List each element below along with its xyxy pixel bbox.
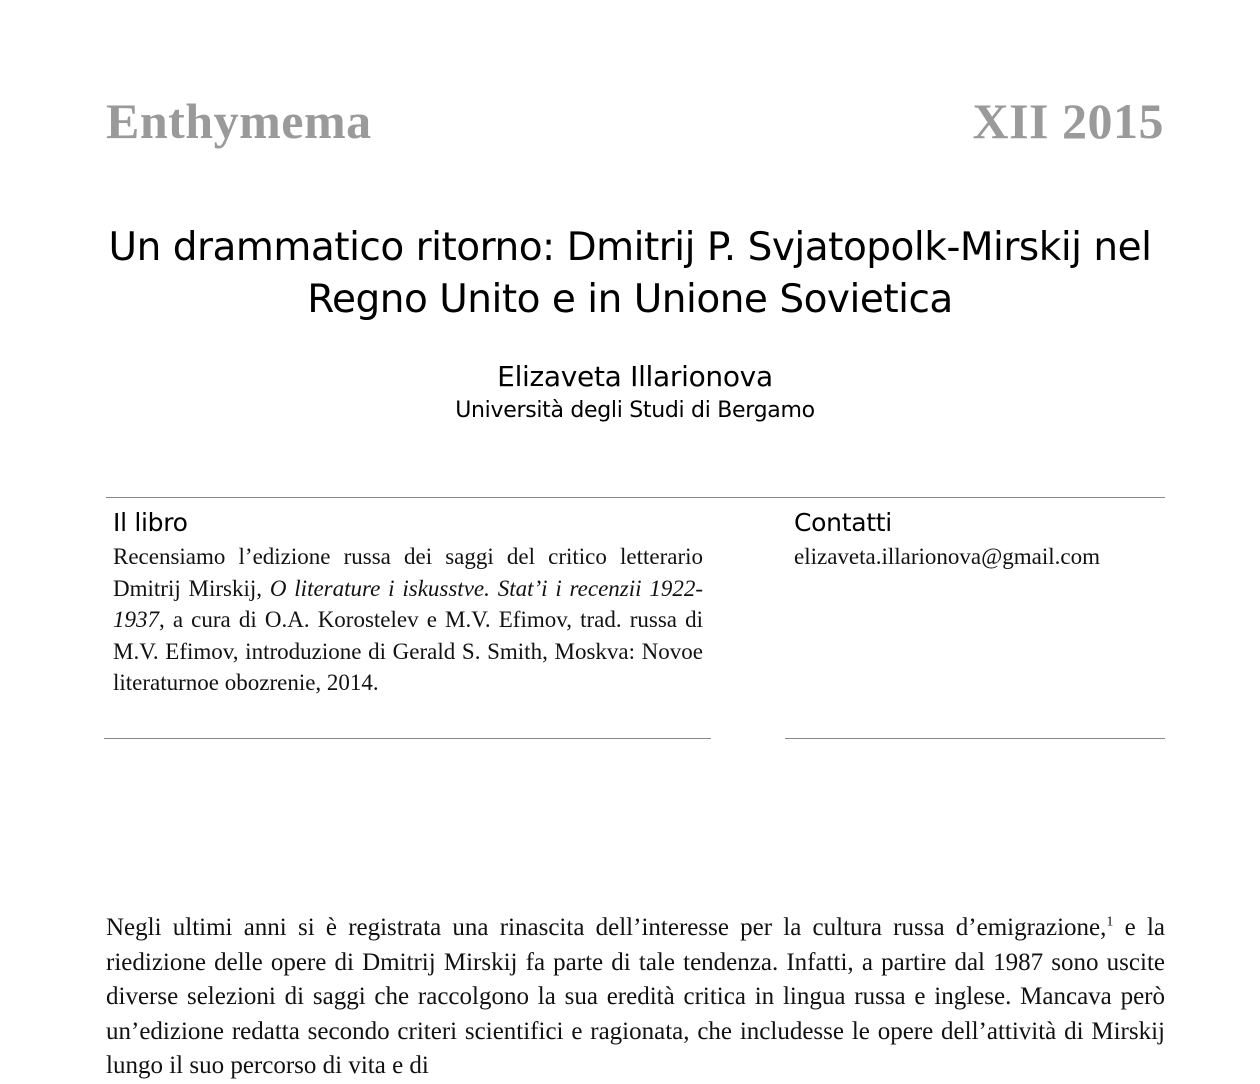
journal-issue: XII 2015: [972, 93, 1164, 149]
article-title: [80, 222, 1180, 326]
author-name: Elizaveta Illarionova: [497, 360, 773, 393]
contact-heading: Contatti: [794, 508, 892, 537]
article-title-line-2: Regno Unito e in Unione Sovietica: [307, 277, 953, 322]
book-description: [113, 541, 703, 699]
book-text-after: , a cura di O.A. Korostelev e M.V. Efimov, trad. russa di M.V. Efimov, introduzione di Gerald S. Smith, Moskva: Novoe literaturnoe obozrenie, 2014.: [113, 607, 703, 695]
article-title-line-1: Un drammatico ritorno: Dmitrij P. Svjatopolk-Mirskij nel: [108, 225, 1152, 270]
book-title: O literature i iskusstve. Stat’i i recenzii 1922-1937: [113, 575, 703, 632]
body-paragraph: [106, 911, 1165, 1084]
book-heading: Il libro: [113, 508, 188, 537]
book-box-bottom-rule: [104, 738, 711, 739]
author-affiliation: Università degli Studi di Bergamo: [455, 398, 815, 423]
journal-name: Enthymema: [106, 93, 372, 149]
contact-box-bottom-rule: [785, 738, 1165, 739]
footnote-ref[interactable]: 1: [1106, 914, 1114, 930]
contact-email[interactable]: elizaveta.illarionova@gmail.com: [794, 544, 1101, 569]
box-top-rule: [106, 497, 1165, 498]
body-text-after-note: e la riedizione delle opere di Dmitrij Mirskij fa parte di tale tendenza. Infatti, a partire dal 1987 sono uscite diverse selezioni di saggi che raccolgono la sua eredità critica in lingua russa e inglese. Mancava però un’edizione redatta secondo criteri scientifici e ragionata, che includesse le opere dell’attività di Mirskij lungo il suo percorso di vita e di: [106, 914, 1165, 1079]
body-text-before-note: Negli ultimi anni si è registrata una rinascita dell’interesse per la cultura russa d’emigrazione,: [106, 914, 1107, 941]
book-text-before: Recensiamo l’edizione russa dei saggi del critico letterario Dmitrij Mirskij,: [113, 544, 703, 601]
